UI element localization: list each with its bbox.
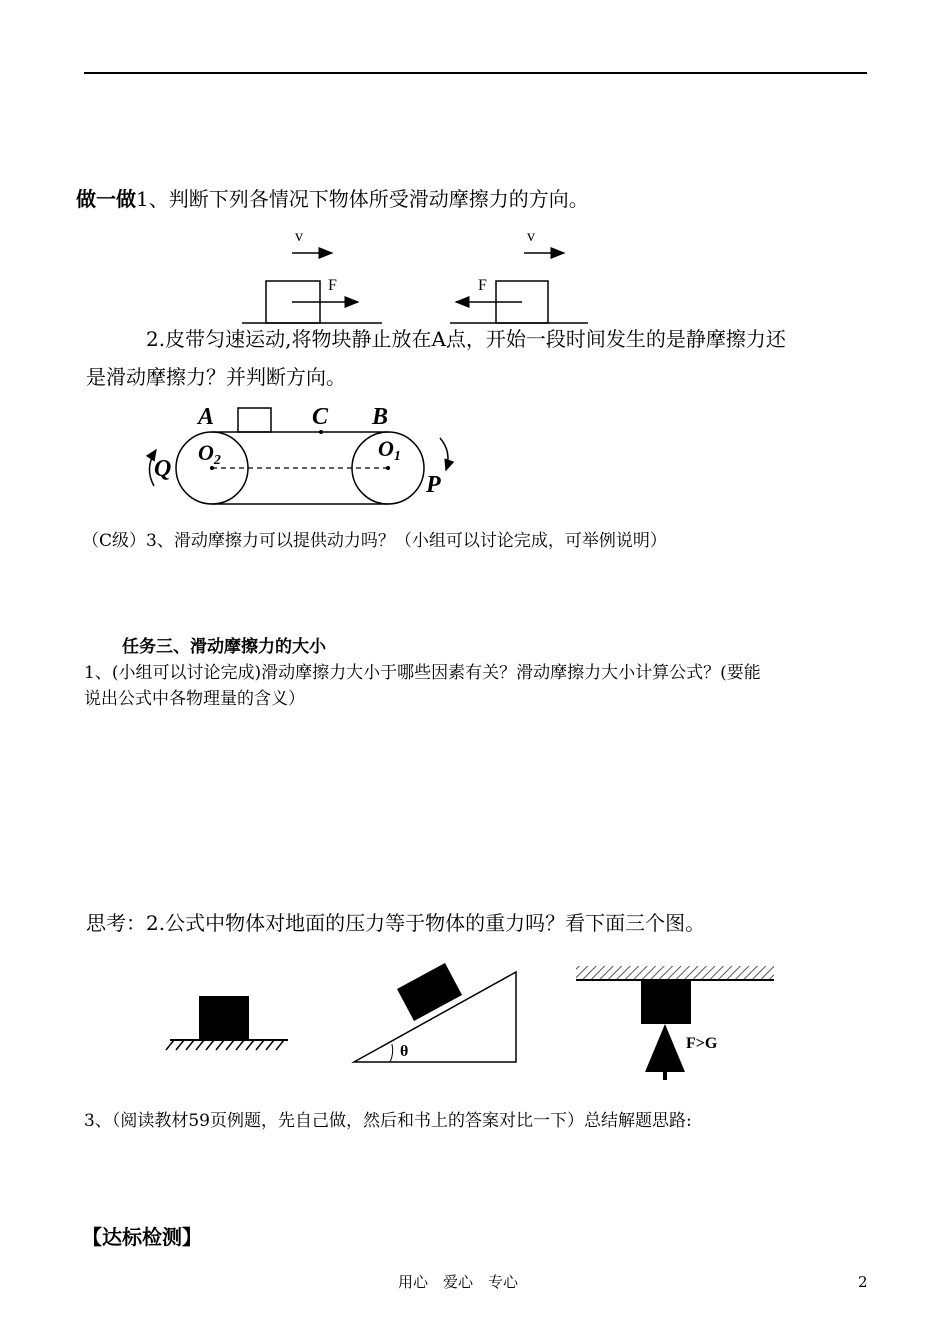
task2-line2: 是滑动摩擦力？并判断方向。 [86,365,346,389]
black-block [397,963,462,1021]
task1-line [76,186,589,212]
force-label: F [328,277,337,294]
point-a-label: A [198,404,215,430]
velocity-label: v [295,228,303,245]
floor-hatch [166,1040,284,1050]
task1-text: 1、判断下列各情况下物体所受滑动摩擦力的方向。 [136,187,589,211]
figure-block-on-floor [164,990,294,1060]
conveyor-belt-diagram [140,398,470,516]
point-c-label: C [312,404,329,430]
task3-text: （C级）3、滑动摩擦力可以提供动力吗？（小组可以讨论完成，可举例说明） [82,531,667,551]
ceiling-hatch [576,966,774,980]
black-block [641,980,691,1024]
angle-arc [390,1044,393,1062]
point-c-dot [319,430,323,434]
block-on-belt [238,408,271,432]
task2-line1: 2.皮带匀速运动,将物块静止放在A点，开始一段时间发生的是静摩擦力还 [146,327,786,351]
rotation-arrow-right [440,438,448,470]
o2-label: O2 [198,440,221,468]
section3-q1-line2: 说出公式中各物理量的含义） [84,689,305,709]
task1-label: 做一做 [76,187,136,211]
figure-block-on-ceiling [574,962,778,1086]
figure-block-on-incline [350,958,522,1068]
point-q-label: Q [154,456,172,482]
check-title: 【达标检测】 [82,1225,202,1249]
angle-label: θ [400,1043,409,1060]
q3-text: 3、（阅读教材59页例题，先自己做，然后和书上的答案对比一下）总结解题思路: [84,1111,692,1131]
force-label: F [478,277,487,294]
force-label: F>G [686,1035,718,1052]
velocity-label: v [527,228,535,245]
header-rule [84,72,867,74]
section3-title: 任务三、滑动摩擦力的大小 [122,637,326,657]
footer-center: 用心 爱心 专心 [398,1273,519,1291]
block-diagram-right [448,226,598,326]
think-text: 思考：2.公式中物体对地面的压力等于物体的重力吗？看下面三个图。 [86,911,706,935]
o1-label: O1 [378,436,401,464]
pulley-right-center [386,466,390,470]
point-p-label: P [426,472,441,498]
black-block [199,996,249,1040]
page-number: 2 [858,1273,868,1291]
point-b-label: B [372,404,389,430]
block-diagram-left [240,226,390,326]
section3-q1-line1: 1、(小组可以讨论完成)滑动摩擦力大小于哪些因素有关？滑动摩擦力大小计算公式？(要能 [84,663,761,683]
